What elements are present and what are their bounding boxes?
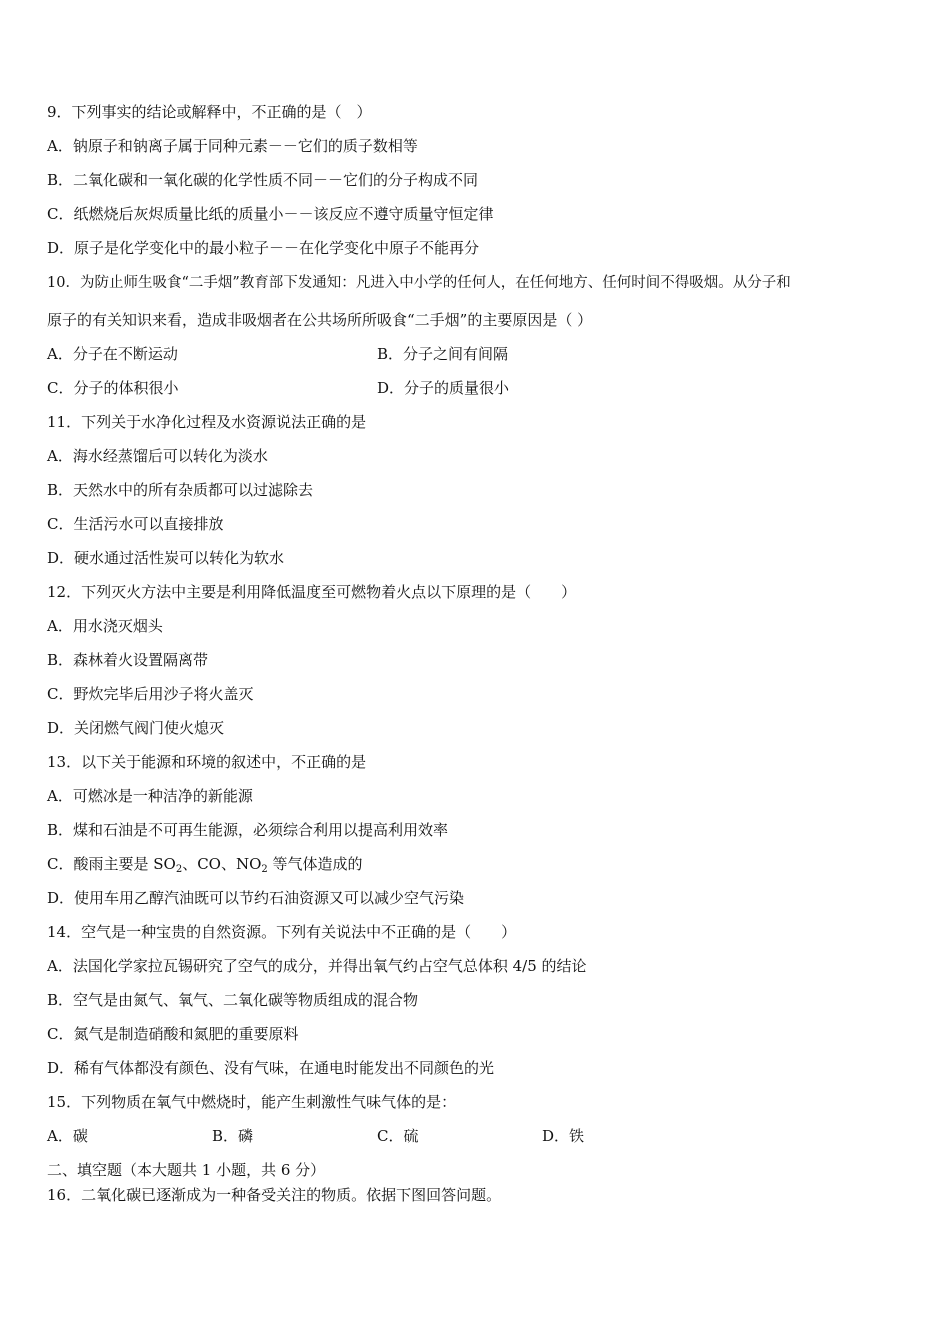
question-16-stem: 16．二氧化碳已逐渐成为一种备受关注的物质。依据下图回答问题。 [47, 1186, 502, 1204]
question-10-option-b: B．分子之间有间隔 [377, 345, 509, 363]
question-9-stem: 9．下列事实的结论或解释中，不正确的是（ ） [47, 103, 372, 121]
question-9-option-a: A．钠原子和钠离子属于同种元素－－它们的质子数相等 [47, 137, 418, 155]
question-10-stem-line2: 原子的有关知识来看，造成非吸烟者在公共场所所吸食“二手烟”的主要原因是（ ） [47, 311, 593, 329]
question-14-option-c: C．氮气是制造硝酸和氮肥的重要原料 [47, 1025, 299, 1043]
question-15-stem: 15．下列物质在氧气中燃烧时，能产生刺激性气味气体的是： [47, 1093, 457, 1111]
question-9-option-b: B．二氧化碳和一氧化碳的化学性质不同－－它们的分子构成不同 [47, 171, 479, 189]
question-12-option-c: C．野炊完毕后用沙子将火盖灭 [47, 685, 254, 703]
question-11-option-c: C．生活污水可以直接排放 [47, 515, 224, 533]
option-c-text-3: 等气体造成的 [267, 855, 363, 873]
question-15-option-c: C．硫 [377, 1127, 419, 1145]
question-13-option-b: B．煤和石油是不可再生能源，必须综合利用以提高利用效率 [47, 821, 449, 839]
question-10-option-a: A．分子在不断运动 [47, 345, 178, 363]
question-14-option-b: B．空气是由氮气、氧气、二氧化碳等物质组成的混合物 [47, 991, 419, 1009]
question-15-option-d: D．铁 [542, 1127, 585, 1145]
question-12-stem: 12．下列灭火方法中主要是利用降低温度至可燃物着火点以下原理的是（ ） [47, 583, 577, 601]
question-15-option-a: A．碳 [47, 1127, 88, 1145]
question-12-option-b: B．森林着火设置隔离带 [47, 651, 209, 669]
question-11-option-b: B．天然水中的所有杂质都可以过滤除去 [47, 481, 314, 499]
option-c-text-2: 、CO、NO [182, 855, 262, 873]
question-10-stem-line1: 10．为防止师生吸食“二手烟”教育部下发通知：凡进入中小学的任何人，在任何地方、任何时间不得吸烟。从分子和 [47, 275, 791, 291]
question-10-option-c: C．分子的体积很小 [47, 379, 179, 397]
subscript-2: 2 [261, 864, 268, 875]
question-10-option-d: D．分子的质量很小 [377, 379, 510, 397]
question-9-option-c: C．纸燃烧后灰烬质量比纸的质量小－－该反应不遵守质量守恒定律 [47, 205, 494, 223]
question-12-option-a: A．用水浇灭烟头 [47, 617, 163, 635]
section-title: 二、填空题（本大题共 1 小题，共 6 分） [47, 1161, 326, 1179]
question-9-option-d: D．原子是化学变化中的最小粒子－－在化学变化中原子不能再分 [47, 239, 480, 257]
question-11-option-a: A．海水经蒸馏后可以转化为淡水 [47, 447, 268, 465]
question-13-stem: 13．以下关于能源和环境的叙述中，不正确的是 [47, 753, 367, 771]
question-14-stem: 14．空气是一种宝贵的自然资源。下列有关说法中不正确的是（ ） [47, 923, 517, 941]
question-13-option-a: A．可燃冰是一种洁净的新能源 [47, 787, 253, 805]
option-c-text-1: C．酸雨主要是 SO [47, 855, 176, 873]
subscript-2: 2 [175, 864, 183, 875]
question-12-option-d: D．关闭燃气阀门使火熄灭 [47, 719, 225, 737]
question-13-option-c [47, 854, 363, 874]
question-11-stem: 11．下列关于水净化过程及水资源说法正确的是 [47, 413, 367, 431]
question-14-option-d: D．稀有气体都没有颜色、没有气味，在通电时能发出不同颜色的光 [47, 1059, 495, 1077]
question-15-option-b: B．磷 [212, 1127, 254, 1145]
question-13-option-d: D．使用车用乙醇汽油既可以节约石油资源又可以减少空气污染 [47, 889, 465, 907]
question-14-option-a: A．法国化学家拉瓦锡研究了空气的成分，并得出氧气约占空气总体积 4/5 的结论 [47, 957, 587, 975]
question-11-option-d: D．硬水通过活性炭可以转化为软水 [47, 549, 285, 567]
